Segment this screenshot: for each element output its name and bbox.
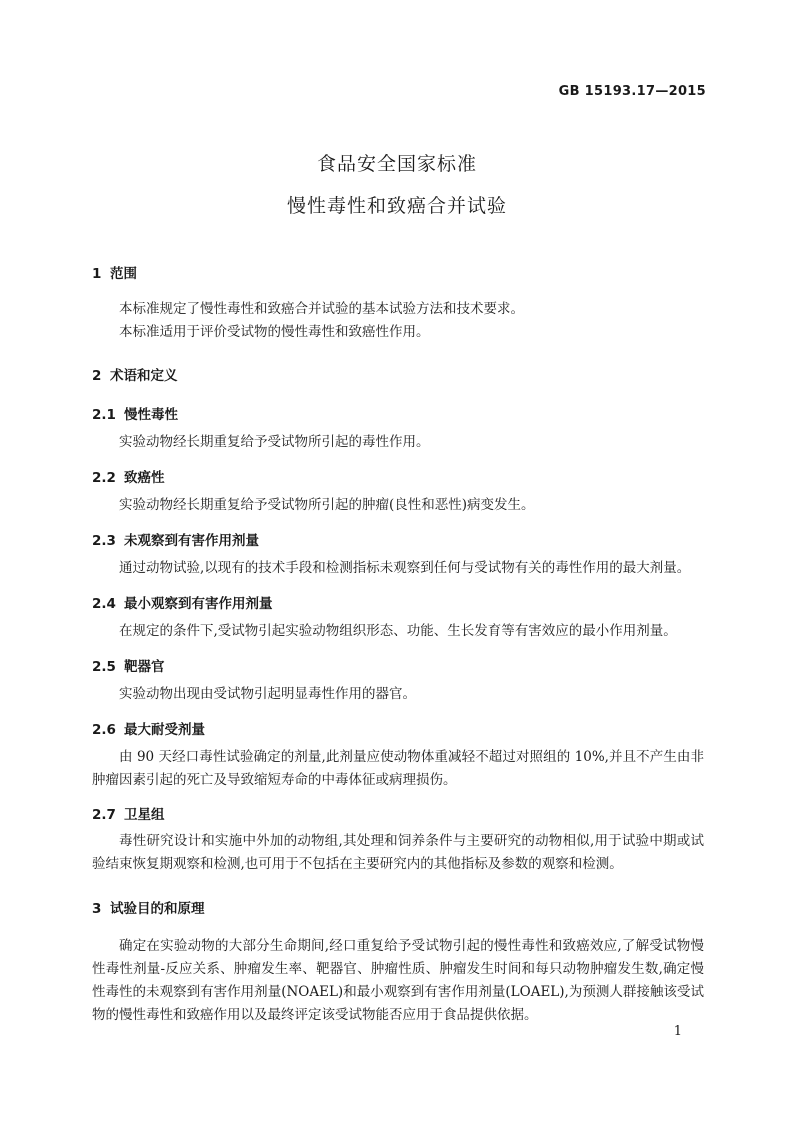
paragraph: 在规定的条件下,受试物引起实验动物组织形态、功能、生长发育等有害效应的最小作用剂量。	[119, 623, 677, 639]
subsection-heading-2-6	[92, 718, 205, 738]
paragraph: 由 90 天经口毒性试验确定的剂量,此剂量应使动物体重减轻不超过对照组的 10%,并且不产生由非肿瘤因素引起的死亡及导致缩短寿命的中毒体征或病理损伤。	[92, 749, 704, 788]
subsection-title: 靶器官	[124, 659, 165, 675]
subsection-number: 2.4	[92, 596, 116, 612]
subsection-heading-2-4	[92, 592, 273, 612]
subsection-number: 2.2	[92, 470, 116, 486]
paragraph: 实验动物出现由受试物引起明显毒性作用的器官。	[119, 686, 416, 702]
paragraph: 通过动物试验,以现有的技术手段和检测指标未观察到任何与受试物有关的毒性作用的最大剂量。	[119, 560, 691, 576]
subsection-title: 最小观察到有害作用剂量	[124, 596, 273, 612]
standard-number: GB 15193.17—2015	[558, 84, 706, 99]
subsection-title: 未观察到有害作用剂量	[124, 533, 259, 549]
section-number: 2	[92, 368, 102, 384]
subsection-number: 2.6	[92, 722, 116, 738]
section-title: 术语和定义	[110, 368, 178, 384]
paragraph: 毒性研究设计和实施中外加的动物组,其处理和饲养条件与主要研究的动物相似,用于试验中期或试验结束恢复期观察和检测,也可用于不包括在主要研究内的其他指标及参数的观察和检测。	[92, 833, 704, 872]
subsection-number: 2.5	[92, 659, 116, 675]
subsection-heading-2-2	[92, 466, 165, 486]
section-heading-3	[92, 897, 205, 917]
paragraph: 本标准适用于评价受试物的慢性毒性和致癌性作用。	[119, 324, 430, 340]
subsection-number: 2.1	[92, 407, 116, 423]
subsection-title: 慢性毒性	[124, 407, 178, 423]
section-title: 试验目的和原理	[110, 901, 205, 917]
paragraph: 实验动物经长期重复给予受试物所引起的毒性作用。	[119, 434, 430, 450]
section-heading-2	[92, 364, 178, 384]
subsection-number: 2.7	[92, 807, 116, 823]
subsection-heading-2-7	[92, 803, 165, 823]
section-title: 范围	[110, 266, 137, 282]
subsection-title: 致癌性	[124, 470, 165, 486]
document-title-line2: 慢性毒性和致癌合并试验	[286, 195, 507, 217]
subsection-number: 2.3	[92, 533, 116, 549]
paragraph: 本标准规定了慢性毒性和致癌合并试验的基本试验方法和技术要求。	[119, 301, 524, 317]
subsection-heading-2-3	[92, 529, 259, 549]
page-number: 1	[673, 1024, 682, 1039]
document-title-line1: 食品安全国家标准	[316, 153, 477, 175]
paragraph: 实验动物经长期重复给予受试物所引起的肿瘤(良性和恶性)病变发生。	[119, 497, 535, 513]
subsection-title: 卫星组	[124, 807, 165, 823]
section-number: 3	[92, 901, 102, 917]
subsection-heading-2-5	[92, 655, 165, 675]
paragraph: 确定在实验动物的大部分生命期间,经口重复给予受试物引起的慢性毒性和致癌效应,了解受试物慢性毒性剂量-反应关系、肿瘤发生率、靶器官、肿瘤性质、肿瘤发生时间和每只动物肿瘤发生数,确定慢性毒性的未观察到有害作用剂量(NOAEL)和最小观察到有害作用剂量(LOAEL),为预测人群接触该受试物的慢性毒性和致癌作用以及最终评定该受试物能否应用于食品提供依据。	[92, 938, 704, 1023]
subsection-title: 最大耐受剂量	[124, 722, 205, 738]
subsection-heading-2-1	[92, 403, 178, 423]
section-number: 1	[92, 266, 102, 282]
section-heading-1	[92, 262, 137, 282]
